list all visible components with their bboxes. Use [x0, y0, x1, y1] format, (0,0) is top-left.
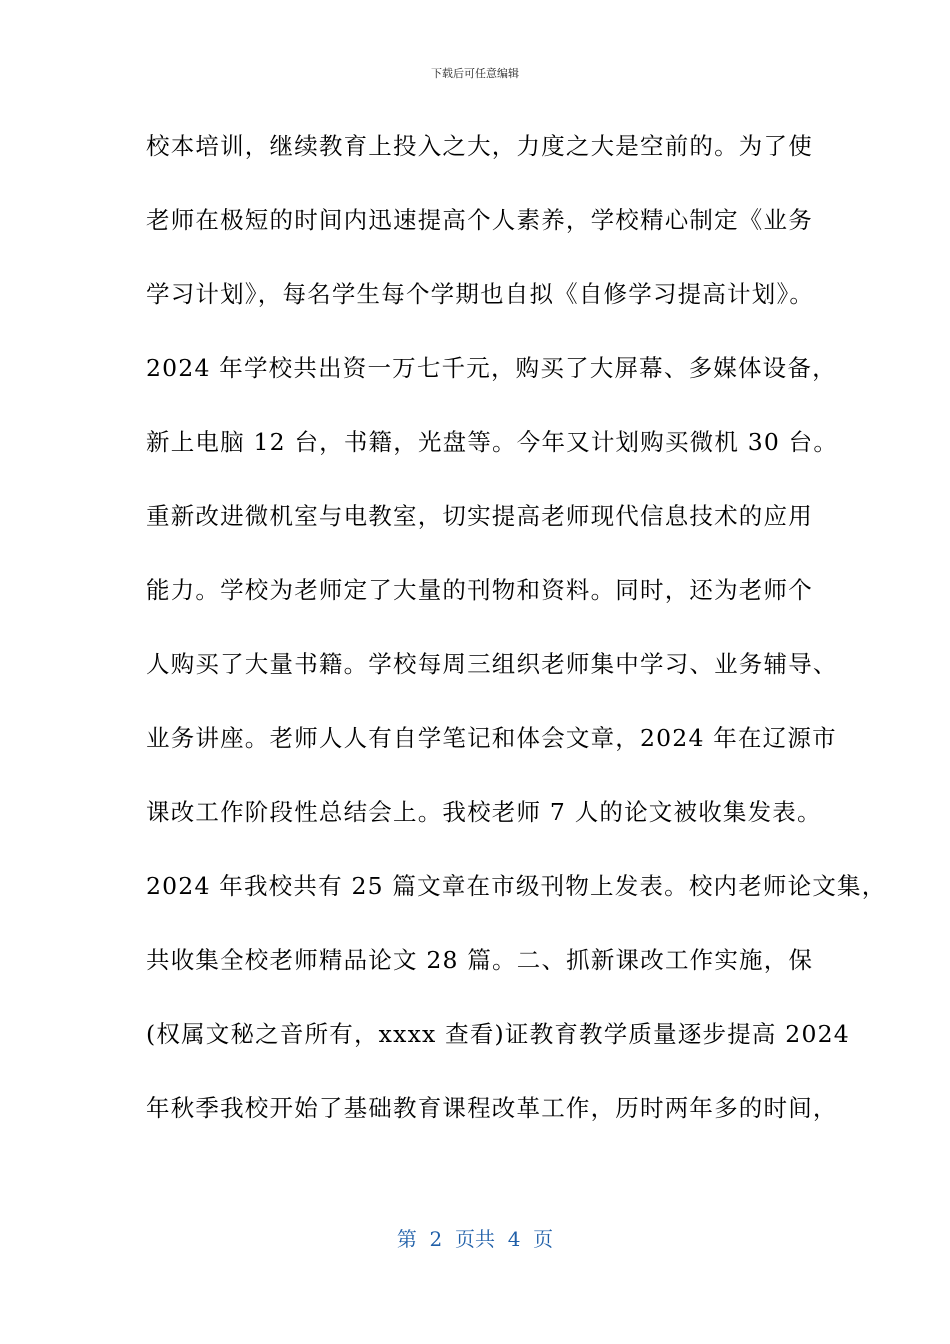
body-line: 共收集全校老师精品论文 28 篇。二、抓新课改工作实施，保 [146, 946, 814, 974]
body-line: 年秋季我校开始了基础教育课程改革工作，历时两年多的时间， [146, 1094, 838, 1122]
body-line: 学习计划》，每名学生每个学期也自拟《自修学习提高计划》。 [146, 280, 815, 308]
page-number: 第 2 页共 4 页 [396, 1227, 554, 1251]
body-line: 老师在极短的时间内迅速提高个人素养，学校精心制定《业务 [146, 206, 813, 234]
body-line: 2024 年学校共出资一万七千元，购买了大屏幕、多媒体设备， [146, 354, 837, 382]
body-line: 重新改进微机室与电教室，切实提高老师现代信息技术的应用 [146, 502, 813, 530]
body-line: 能力。学校为老师定了大量的刊物和资料。同时，还为老师个 [146, 576, 813, 604]
body-line: (权属文秘之音所有，xxxx 查看)证教育教学质量逐步提高 2024 [146, 1020, 850, 1048]
body-line: 新上电脑 12 台，书籍，光盘等。今年又计划购买微机 30 台。 [146, 428, 839, 456]
body-line: 校本培训，继续教育上投入之大，力度之大是空前的。为了使 [146, 132, 813, 160]
document-body [146, 122, 887, 1158]
page-header: 下载后可任意编辑 [431, 67, 519, 80]
body-line: 人购买了大量书籍。学校每周三组织老师集中学习、业务辅导、 [146, 650, 838, 678]
body-line: 业务讲座。老师人人有自学笔记和体会文章，2024 年在辽源市 [146, 724, 837, 752]
body-line: 课改工作阶段性总结会上。我校老师 7 人的论文被收集发表。 [146, 798, 822, 826]
body-line: 2024 年我校共有 25 篇文章在市级刊物上发表。校内老师论文集， [146, 872, 887, 900]
